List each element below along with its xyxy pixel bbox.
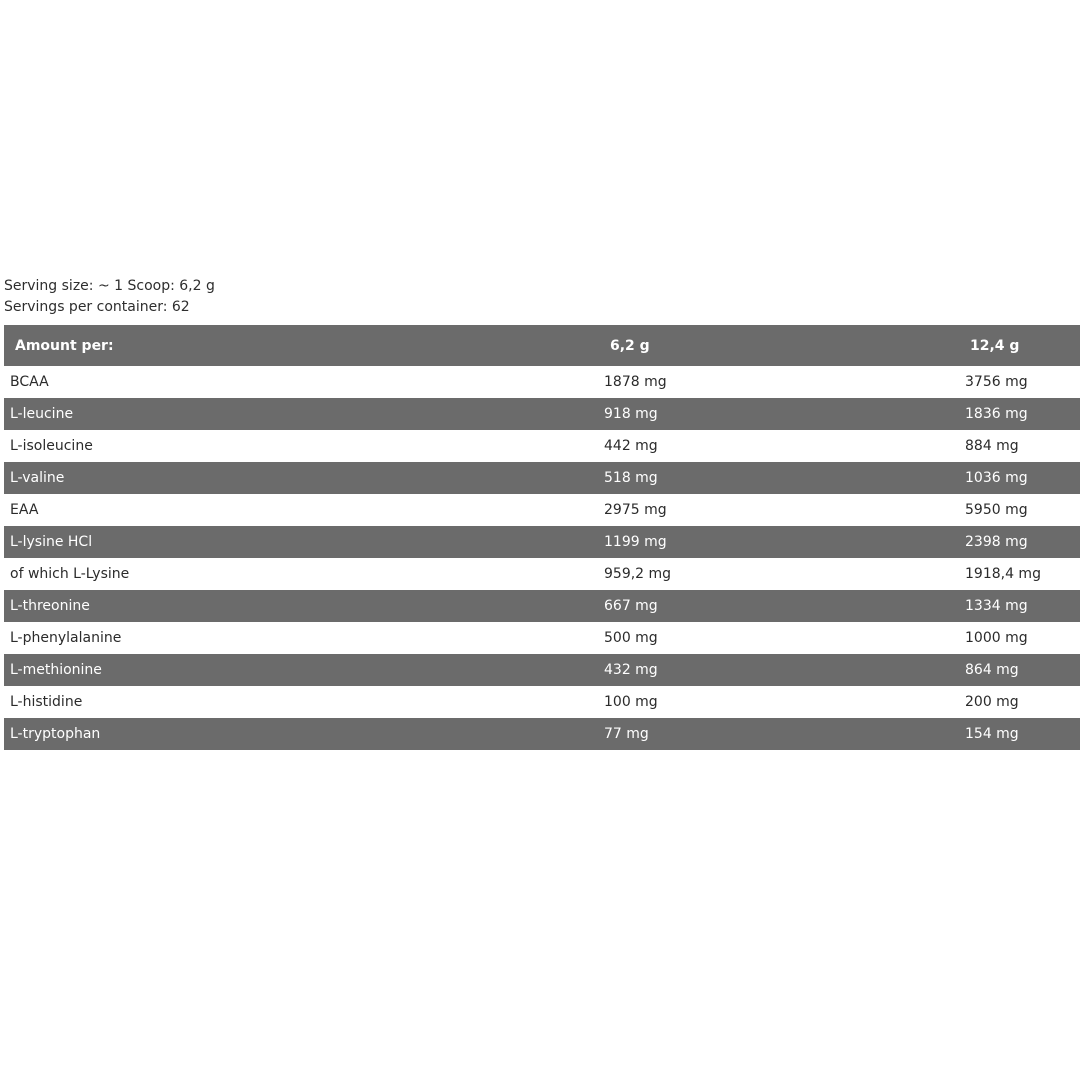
table-row xyxy=(4,718,1080,750)
amount-serving-1: 100 mg xyxy=(598,686,965,718)
nutrition-table xyxy=(4,325,1080,750)
servings-per-container: Servings per container: 62 xyxy=(4,299,190,315)
amount-serving-1: 500 mg xyxy=(598,622,965,654)
table-row xyxy=(4,526,1080,558)
table-row xyxy=(4,430,1080,462)
table-row xyxy=(4,686,1080,718)
nutrient-name: L-leucine xyxy=(4,398,598,430)
table-row xyxy=(4,398,1080,430)
amount-serving-1: 432 mg xyxy=(598,654,965,686)
serving-size: Serving size: ~ 1 Scoop: 6,2 g xyxy=(4,278,215,294)
amount-serving-2: 200 mg xyxy=(965,686,1080,718)
amount-serving-1: 518 mg xyxy=(598,462,965,494)
amount-serving-2: 5950 mg xyxy=(965,494,1080,526)
nutrient-name: BCAA xyxy=(4,366,598,398)
header-serving-2: 12,4 g xyxy=(965,325,1080,366)
nutrient-name: L-histidine xyxy=(4,686,598,718)
amount-serving-2: 1334 mg xyxy=(965,590,1080,622)
amount-serving-1: 959,2 mg xyxy=(598,558,965,590)
nutrient-name: L-phenylalanine xyxy=(4,622,598,654)
table-row xyxy=(4,590,1080,622)
header-amount-per: Amount per: xyxy=(4,325,598,366)
table-row xyxy=(4,462,1080,494)
table-row xyxy=(4,622,1080,654)
table-header-row xyxy=(4,325,1080,366)
amount-serving-1: 2975 mg xyxy=(598,494,965,526)
nutrient-name: L-lysine HCl xyxy=(4,526,598,558)
amount-serving-2: 1918,4 mg xyxy=(965,558,1080,590)
amount-serving-2: 3756 mg xyxy=(965,366,1080,398)
amount-serving-1: 1199 mg xyxy=(598,526,965,558)
nutrient-name: EAA xyxy=(4,494,598,526)
amount-serving-1: 77 mg xyxy=(598,718,965,750)
amount-serving-2: 2398 mg xyxy=(965,526,1080,558)
table-row xyxy=(4,654,1080,686)
amount-serving-2: 864 mg xyxy=(965,654,1080,686)
nutrient-name: L-threonine xyxy=(4,590,598,622)
amount-serving-2: 154 mg xyxy=(965,718,1080,750)
table-row xyxy=(4,558,1080,590)
table-row xyxy=(4,366,1080,398)
amount-serving-1: 918 mg xyxy=(598,398,965,430)
amount-serving-2: 1836 mg xyxy=(965,398,1080,430)
amount-serving-1: 442 mg xyxy=(598,430,965,462)
amount-serving-2: 1000 mg xyxy=(965,622,1080,654)
nutrient-name: L-valine xyxy=(4,462,598,494)
serving-info xyxy=(4,276,215,318)
amount-serving-1: 667 mg xyxy=(598,590,965,622)
amount-serving-2: 1036 mg xyxy=(965,462,1080,494)
amount-serving-1: 1878 mg xyxy=(598,366,965,398)
nutrient-name: L-isoleucine xyxy=(4,430,598,462)
amount-serving-2: 884 mg xyxy=(965,430,1080,462)
header-serving-1: 6,2 g xyxy=(598,325,965,366)
nutrient-name: of which L-Lysine xyxy=(4,558,598,590)
nutrient-name: L-methionine xyxy=(4,654,598,686)
nutrient-name: L-tryptophan xyxy=(4,718,598,750)
table-row xyxy=(4,494,1080,526)
